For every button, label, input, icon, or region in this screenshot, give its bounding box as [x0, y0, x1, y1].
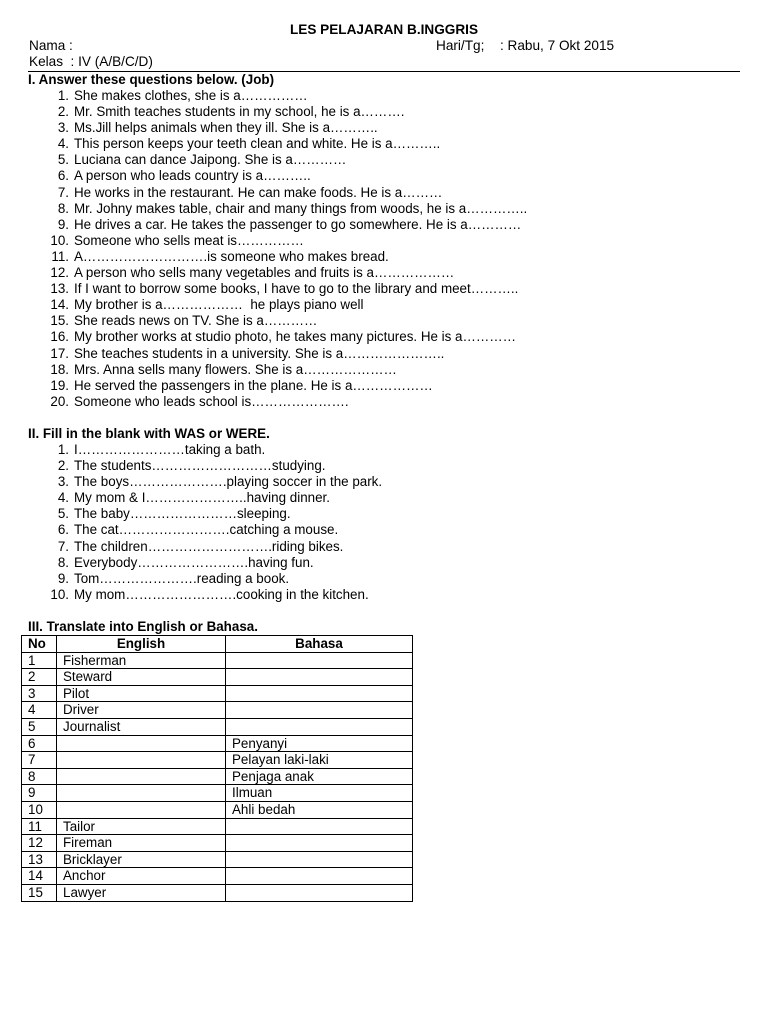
- item-text: My brother works at studio photo, he takes many pictures. He is a…………: [74, 329, 517, 345]
- item-text: My mom & I…………………..having dinner.: [74, 490, 330, 506]
- item-text: Tom………………….reading a book.: [74, 570, 290, 586]
- cell-english: Tailor: [57, 818, 226, 835]
- cell-english: Journalist: [57, 718, 226, 735]
- column-header-bahasa: Bahasa: [226, 636, 413, 653]
- section3-title: III. Translate into English or Bahasa.: [28, 619, 258, 634]
- table-row: [22, 669, 413, 686]
- item-number: 1.: [57, 88, 69, 103]
- item-number: 6.: [57, 168, 69, 184]
- column-header-no: No: [22, 636, 57, 653]
- cell-no: 15: [22, 884, 57, 901]
- item-number: 3.: [57, 120, 69, 136]
- table-row: [22, 685, 413, 702]
- cell-bahasa: [226, 652, 413, 669]
- item-text: Mr. Johny makes table, chair and many things from woods, he is a…………..: [74, 200, 528, 216]
- cell-bahasa: Penjaga anak: [226, 768, 413, 785]
- cell-no: 5: [22, 718, 57, 735]
- item-text: Ms.Jill helps animals when they ill. She is a………..: [74, 120, 378, 136]
- section1-title: I. Answer these questions below. (Job): [28, 72, 275, 87]
- item-number: 9.: [57, 570, 69, 586]
- item-number: 7.: [57, 538, 69, 554]
- cell-english: [57, 801, 226, 818]
- item-number: 13.: [50, 281, 69, 297]
- item-text: The students………………………studying.: [74, 458, 326, 474]
- worksheet-title: LES PELAJARAN B.INGGRIS: [289, 22, 479, 37]
- item-number: 8.: [57, 554, 69, 570]
- cell-no: 14: [22, 868, 57, 885]
- item-text: Mrs. Anna sells many flowers. She is a…………………: [74, 361, 397, 377]
- cell-no: 6: [22, 735, 57, 752]
- item-number: 18.: [50, 361, 69, 377]
- item-number: 17.: [50, 345, 69, 361]
- item-number: 20.: [50, 393, 69, 409]
- table-row: [22, 652, 413, 669]
- cell-bahasa: [226, 868, 413, 885]
- cell-no: 2: [22, 669, 57, 686]
- cell-bahasa: Ilmuan: [226, 785, 413, 802]
- item-number: 11.: [51, 248, 69, 264]
- item-number: 9.: [57, 216, 69, 232]
- table-row: [22, 785, 413, 802]
- item-number: 2.: [57, 458, 69, 474]
- item-number: 5.: [57, 152, 69, 168]
- item-text: She makes clothes, she is a……………: [74, 88, 308, 103]
- cell-no: 12: [22, 835, 57, 852]
- cell-no: 13: [22, 851, 57, 868]
- item-number: 12.: [50, 265, 69, 281]
- table-row: [22, 835, 413, 852]
- cell-english: [57, 735, 226, 752]
- cell-english: Pilot: [57, 685, 226, 702]
- cell-bahasa: [226, 669, 413, 686]
- hari-value: : Rabu, 7 Okt 2015: [500, 38, 615, 53]
- cell-english: Driver: [57, 702, 226, 719]
- kelas-field: Kelas : IV (A/B/C/D): [29, 54, 153, 69]
- cell-bahasa: Penyanyi: [226, 735, 413, 752]
- hari-label: Hari/Tg;: [436, 38, 485, 53]
- item-text: I……………………taking a bath.: [74, 442, 266, 457]
- item-number: 14.: [50, 297, 69, 313]
- table-row: [22, 768, 413, 785]
- item-text: Someone who sells meat is……………: [74, 232, 304, 248]
- item-number: 2.: [57, 104, 69, 120]
- cell-bahasa: [226, 851, 413, 868]
- item-text: If I want to borrow some books, I have to go to the library and meet………..: [74, 281, 519, 297]
- cell-no: 11: [22, 818, 57, 835]
- item-number: 10.: [50, 232, 69, 248]
- item-text: This person keeps your teeth clean and white. He is a………..: [74, 136, 441, 152]
- cell-english: [57, 785, 226, 802]
- cell-english: Bricklayer: [57, 851, 226, 868]
- item-text: My brother is a……………… he plays piano well: [74, 297, 364, 313]
- item-text: The cat…………………….catching a mouse.: [74, 522, 339, 538]
- table-row: [22, 735, 413, 752]
- item-number: 6.: [57, 522, 69, 538]
- item-number: 4.: [57, 136, 69, 152]
- cell-english: Lawyer: [57, 884, 226, 901]
- cell-bahasa: [226, 685, 413, 702]
- item-number: 4.: [57, 490, 69, 506]
- cell-no: 3: [22, 685, 57, 702]
- item-text: The children……………………….riding bikes.: [74, 538, 344, 554]
- table-row: [22, 801, 413, 818]
- item-text: The boys………………….playing soccer in the park.: [74, 474, 383, 490]
- cell-english: Steward: [57, 669, 226, 686]
- cell-english: [57, 768, 226, 785]
- item-number: 19.: [50, 377, 69, 393]
- table-row: [22, 868, 413, 885]
- nama-field: Nama :: [29, 38, 73, 53]
- cell-bahasa: [226, 718, 413, 735]
- cell-english: Fireman: [57, 835, 226, 852]
- cell-bahasa: [226, 835, 413, 852]
- cell-no: 10: [22, 801, 57, 818]
- table-row: [22, 818, 413, 835]
- item-text: Someone who leads school is………………….: [74, 393, 349, 409]
- table-row: [22, 718, 413, 735]
- cell-no: 1: [22, 652, 57, 669]
- cell-bahasa: [226, 702, 413, 719]
- item-number: 3.: [57, 474, 69, 490]
- item-text: He drives a car. He takes the passenger to go somewhere. He is a…………: [74, 216, 522, 232]
- translation-table: [21, 635, 413, 902]
- item-number: 7.: [57, 184, 69, 200]
- table-row: [22, 752, 413, 769]
- table-header-row: [22, 636, 413, 653]
- item-text: She teaches students in a university. She is a…………………..: [74, 345, 445, 361]
- item-text: He served the passengers in the plane. He is a………………: [74, 377, 433, 393]
- cell-bahasa: Pelayan laki-laki: [226, 752, 413, 769]
- item-number: 16.: [50, 329, 69, 345]
- item-text: Everybody…………………….having fun.: [74, 554, 314, 570]
- cell-no: 8: [22, 768, 57, 785]
- table-row: [22, 884, 413, 901]
- cell-bahasa: [226, 818, 413, 835]
- cell-english: Anchor: [57, 868, 226, 885]
- item-text: She reads news on TV. She is a…………: [74, 313, 318, 329]
- item-number: 8.: [57, 200, 69, 216]
- cell-no: 4: [22, 702, 57, 719]
- item-text: A person who sells many vegetables and fruits is a………………: [74, 265, 455, 281]
- item-number: 10.: [50, 586, 69, 602]
- column-header-english: English: [57, 636, 226, 653]
- cell-english: [57, 752, 226, 769]
- item-number: 1.: [57, 442, 69, 457]
- cell-no: 9: [22, 785, 57, 802]
- section2-title: II. Fill in the blank with WAS or WERE.: [28, 426, 270, 441]
- item-text: Luciana can dance Jaipong. She is a…………: [74, 152, 347, 168]
- cell-english: Fisherman: [57, 652, 226, 669]
- item-number: 15.: [50, 313, 69, 329]
- item-text: The baby……………………sleeping.: [74, 506, 291, 522]
- item-text: A person who leads country is a………..: [74, 168, 311, 184]
- cell-bahasa: Ahli bedah: [226, 801, 413, 818]
- item-text: My mom…………………….cooking in the kitchen.: [74, 586, 369, 602]
- item-text: He works in the restaurant. He can make foods. He is a………: [74, 184, 443, 200]
- item-text: A……………………….is someone who makes bread.: [74, 248, 389, 264]
- table-row: [22, 702, 413, 719]
- cell-bahasa: [226, 884, 413, 901]
- cell-no: 7: [22, 752, 57, 769]
- item-number: 5.: [57, 506, 69, 522]
- table-row: [22, 851, 413, 868]
- item-text: Mr. Smith teaches students in my school, he is a……….: [74, 104, 405, 120]
